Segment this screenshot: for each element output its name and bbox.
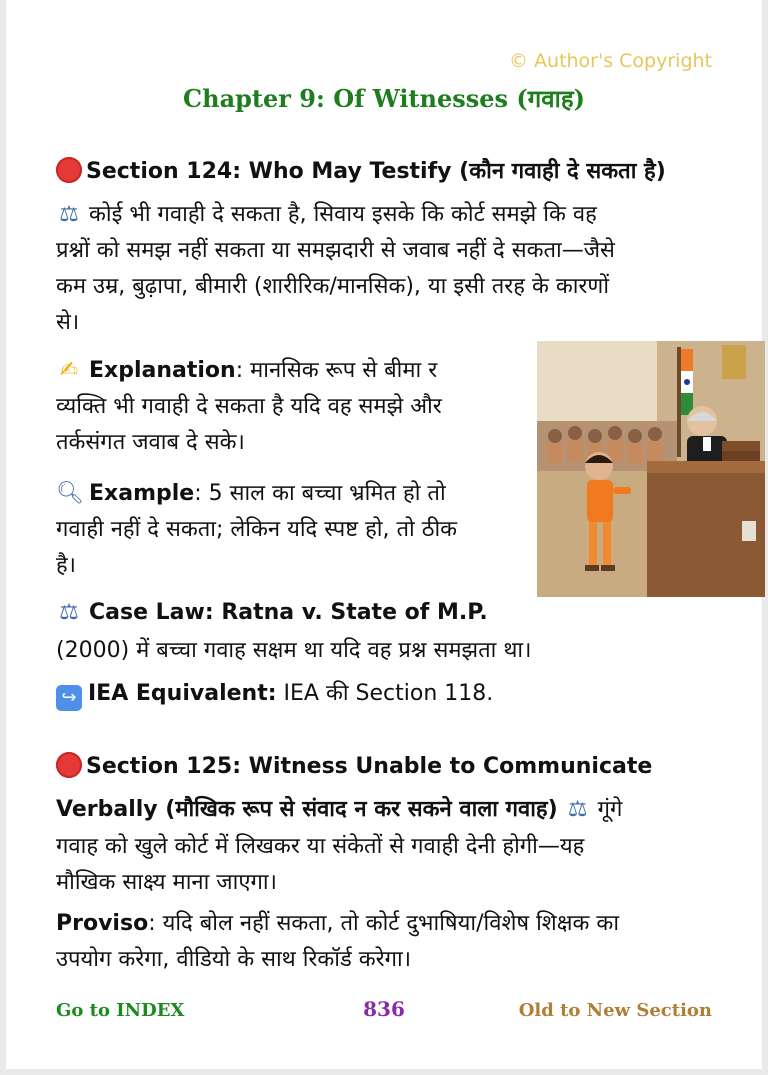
balance-scale-icon: ⚖ [59,600,79,625]
caselaw-name: : Ratna v. State of M.P. [204,600,488,625]
iea-label: IEA Equivalent: [88,681,277,706]
return-arrow-icon: ↪ [56,685,82,711]
section-124-line-1 [56,199,712,231]
section-125-heading-row-2 [56,794,712,826]
example-line-2: गवाही नहीं दे सकता; लेकिन यदि स्पष्ट हो, तो ठीक [56,517,458,542]
caselaw-label: Case Law [89,600,205,625]
section-125-heading-2: Verbally (मौखिक रूप से संवाद न कर सकने वाला गवाह) [56,797,558,822]
section-125-line-4: मौखिक साक्ष्य माना जाएगा। [56,870,277,895]
caselaw-line-2: (2000) में बच्चा गवाह सक्षम था यदि वह प्रश्न समझता था। [56,638,532,663]
example-line-3: है। [56,553,77,578]
example-label: Example [89,481,195,506]
old-to-new-section-link[interactable]: Old to New Section [518,1000,712,1021]
stop-sign-icon [56,752,82,778]
go-to-index-link[interactable]: Go to INDEX [56,1000,185,1021]
example-row [56,478,514,510]
explanation-label: Explanation [89,358,236,383]
section-125-heading-row-1 [56,751,712,783]
section-124-heading-row [56,156,712,188]
courtroom-illustration [537,341,765,597]
page-edge-bottom [0,1069,768,1075]
explanation-text-1: : मानसिक रूप से बीमा र [235,358,438,383]
writing-hand-icon: ✍ [59,358,79,383]
section-125-heading: Section 125: Witness Unable to Communicate [86,754,653,779]
section-124-heading: Section 124: Who May Testify (कौन गवाही दे सकता है) [86,159,666,184]
proviso-line-2: उपयोग करेगा, वीडियो के साथ रिकॉर्ड करेगा। [56,947,412,972]
section-125-tail: गूंगे [597,797,623,822]
magnifying-glass-icon: 🔍︎ [56,481,84,506]
stop-sign-icon [56,157,82,183]
balance-scale-icon: ⚖ [59,202,79,227]
balance-scale-icon: ⚖ [567,797,588,822]
section-125-line-3: गवाह को खुले कोर्ट में लिखकर या संकेतों से गवाही देनी होगी—यह [56,834,585,859]
proviso-text-1: : यदि बोल नहीं सकता, तो कोर्ट दुभाषिया/विशेष शिक्षक का [148,911,620,936]
example-text-1: : 5 साल का बच्चा भ्रमित हो तो [194,481,446,506]
proviso-row [56,908,712,940]
caselaw-row [56,597,514,629]
explanation-line-3: तर्कसंगत जवाब दे सके। [56,430,245,455]
copyright-notice: © Author's Copyright [508,50,712,72]
explanation-row [56,355,514,387]
iea-text: IEA की Section 118. [283,681,494,706]
section-124-line-3: कम उम्र, बुढ़ापा, बीमारी (शारीरिक/मानसिक), या इसी तरह के कारणों [56,274,610,299]
page-number: 836 [363,997,405,1021]
page-edge-left [0,0,6,1075]
proviso-label: Proviso [56,911,149,936]
iea-row [56,678,712,711]
section-124-line-4: से। [56,310,80,335]
section-124-line-2: प्रश्नों को समझ नहीं सकता या समझदारी से जवाब नहीं दे सकता—जैसे [56,238,615,263]
chapter-title: Chapter 9: Of Witnesses (गवाह) [183,84,585,113]
section-124-text-1: कोई भी गवाही दे सकता है, सिवाय इसके कि कोर्ट समझे कि वह [89,202,597,227]
explanation-line-2: व्यक्ति भी गवाही दे सकता है यदि वह समझे और [56,394,442,419]
